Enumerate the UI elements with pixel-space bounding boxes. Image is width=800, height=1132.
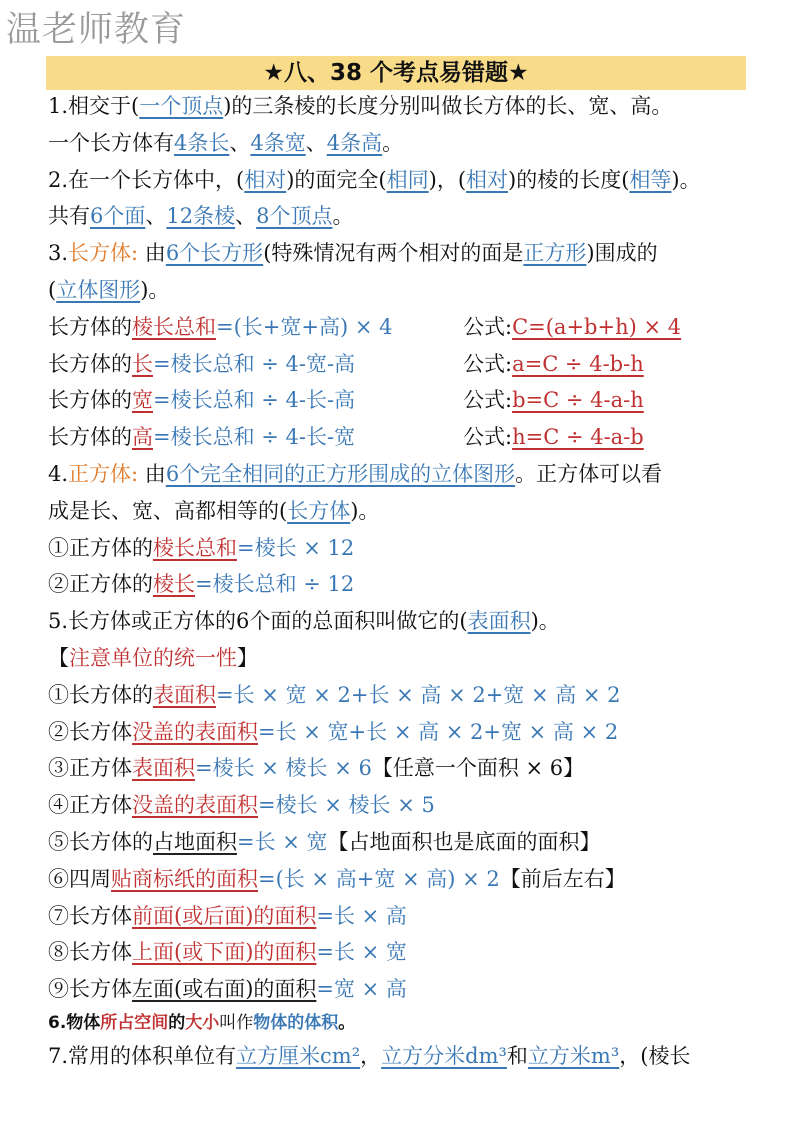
- text: ⑧长方体: [48, 940, 132, 965]
- note: 【占地面积也是底面的面积】: [327, 829, 601, 854]
- section-title: ★八、38 个考点易错题★: [46, 56, 746, 90]
- formula: =(长 × 高+宽 × 高) × 2: [258, 866, 500, 891]
- key-term: 物体的体积: [253, 1012, 339, 1033]
- formula-row: [48, 346, 768, 383]
- formula: =长 × 宽: [237, 829, 328, 854]
- text: ①长方体的: [48, 682, 153, 707]
- formula: C=(a+b+h) × 4: [512, 314, 682, 339]
- answer: 表面积: [467, 609, 531, 634]
- key-term: 高: [132, 425, 153, 450]
- text: )。: [530, 609, 560, 634]
- area-formula: [48, 861, 768, 898]
- text: )。: [140, 277, 170, 302]
- key-term: 前面(或后面)的面积: [132, 903, 317, 928]
- point-1-line-2: [48, 125, 768, 162]
- text: ⑥四周: [48, 866, 111, 891]
- area-formula: [48, 824, 768, 861]
- text: 长方体的: [48, 425, 132, 450]
- answer: 8个顶点: [256, 204, 333, 229]
- text: )。: [350, 498, 380, 523]
- text: 、: [235, 204, 257, 229]
- formula: b=C ÷ 4-a-h: [512, 388, 644, 413]
- text: 6.物体: [48, 1012, 101, 1033]
- document-body: [48, 88, 768, 1075]
- formula: =长 × 高: [316, 903, 407, 928]
- text: ②正方体的: [48, 572, 153, 597]
- answer: 相同: [386, 167, 429, 192]
- answer: 立方米m³: [527, 1043, 620, 1068]
- key-term: 没盖的表面积: [132, 719, 258, 744]
- text: )围成的: [586, 241, 658, 266]
- text: ⑨长方体: [48, 977, 132, 1002]
- text: 共有: [48, 204, 90, 229]
- text: 3.: [48, 241, 69, 266]
- formula: =长 × 宽: [316, 940, 407, 965]
- text: ①正方体的: [48, 535, 153, 560]
- text: 。: [332, 204, 354, 229]
- text: ③正方体: [48, 756, 132, 781]
- text: )的面完全(: [286, 167, 387, 192]
- answer: 一个顶点: [139, 94, 224, 118]
- answer: 相对: [244, 167, 287, 192]
- area-formula: [48, 787, 768, 824]
- text: ，: [360, 1043, 382, 1068]
- point-2-line-2: [48, 198, 768, 235]
- answer: 相等: [629, 167, 672, 192]
- key-term: 所占空间: [100, 1012, 169, 1033]
- text: 、: [305, 130, 327, 155]
- area-formula: [48, 898, 768, 935]
- formula: =棱长总和 ÷ 4-长-宽: [153, 425, 356, 450]
- key-term: 棱长总和: [132, 314, 216, 339]
- formula-label: 公式:: [463, 314, 513, 339]
- text: 【: [48, 645, 69, 670]
- term: 长方体:: [68, 241, 139, 266]
- key-term: 占地面积: [153, 829, 237, 854]
- answer: 4条宽: [250, 130, 306, 155]
- formula-label: 公式:: [463, 425, 513, 450]
- text: 、: [145, 204, 167, 229]
- formula: =长 × 宽+长 × 高 × 2+宽 × 高 × 2: [258, 719, 619, 744]
- text: )的三条棱的长度分别叫做长方体的长、宽、高。: [223, 94, 673, 118]
- area-formula: [48, 714, 768, 751]
- answer: 4条长: [174, 130, 230, 155]
- text: 的: [168, 1012, 186, 1033]
- text: )，(: [428, 167, 467, 192]
- text: 2.在一个长方体中，(: [48, 167, 245, 192]
- text: 4.: [48, 461, 69, 486]
- formula: =棱长 × 12: [237, 535, 355, 560]
- text: 由: [138, 461, 166, 486]
- point-3-line-2: [48, 272, 768, 309]
- cube-formula: [48, 566, 768, 603]
- text: (: [48, 277, 57, 302]
- formula: h=C ÷ 4-a-b: [512, 425, 644, 450]
- text: 一个长方体有: [48, 130, 174, 155]
- formula: =棱长总和 ÷ 4-长-高: [153, 388, 356, 413]
- cube-formula: [48, 530, 768, 567]
- area-formula: [48, 677, 768, 714]
- text: ②长方体: [48, 719, 132, 744]
- formula: =棱长 × 棱长 × 5: [258, 793, 435, 818]
- text: 1.相交于(: [48, 94, 140, 118]
- text: 、: [229, 130, 251, 155]
- answer: 6个长方形: [165, 241, 264, 266]
- watermark: 温老师教育: [6, 10, 187, 50]
- area-formula: [48, 934, 768, 971]
- text: 。正方体可以看: [515, 461, 663, 486]
- formula-label: 公式:: [463, 388, 513, 413]
- key-term: 没盖的表面积: [132, 793, 258, 818]
- key-term: 棱长总和: [153, 535, 237, 560]
- answer: 相对: [466, 167, 509, 192]
- formula-row: [48, 419, 768, 456]
- text: 长方体的: [48, 314, 132, 339]
- text: 长方体的: [48, 388, 132, 413]
- formula: =棱长总和 ÷ 4-宽-高: [153, 351, 356, 376]
- point-3-line-1: [48, 235, 768, 272]
- term: 正方体:: [68, 461, 139, 486]
- answer: 长方体: [287, 498, 351, 523]
- key-term: 上面(或下面)的面积: [132, 940, 317, 965]
- point-4-line-2: [48, 493, 768, 530]
- formula: =棱长总和 ÷ 12: [195, 572, 355, 597]
- point-5: [48, 603, 768, 640]
- unit-note: [48, 640, 768, 677]
- key-term: 表面积: [132, 756, 195, 781]
- note: 【任意一个面积 × 6】: [371, 756, 585, 781]
- text: (特殊情况有两个相对的面是: [263, 241, 524, 266]
- formula-row: [48, 382, 768, 419]
- formula: =宽 × 高: [316, 977, 407, 1002]
- point-4-line-1: [48, 456, 768, 493]
- formula-label: 公式:: [463, 351, 513, 376]
- text: 和: [506, 1043, 528, 1068]
- key-term: 宽: [132, 388, 153, 413]
- text: )。: [671, 167, 701, 192]
- key-term: 大小: [185, 1012, 220, 1033]
- text: 】: [237, 645, 258, 670]
- text: 5.长方体或正方体的6个面的总面积叫做它的(: [48, 609, 468, 634]
- text: 7.常用的体积单位有: [48, 1043, 237, 1068]
- text: )的棱的长度(: [508, 167, 630, 192]
- key-term: 左面(或右面)的面积: [132, 977, 317, 1002]
- answer: 正方形: [523, 241, 587, 266]
- key-term: 贴商标纸的面积: [111, 866, 258, 891]
- point-2-line-1: [48, 162, 768, 199]
- text: 。: [382, 130, 404, 155]
- point-6: [48, 1008, 768, 1038]
- formula: =长 × 宽 × 2+长 × 高 × 2+宽 × 高 × 2: [216, 682, 621, 707]
- answer: 立体图形: [56, 277, 141, 302]
- note: 【前后左右】: [499, 866, 626, 891]
- text: 成是长、宽、高都相等的(: [48, 498, 288, 523]
- key-term: 表面积: [153, 682, 216, 707]
- answer: 6个完全相同的正方形围成的立体图形: [165, 461, 516, 486]
- answer: 12条棱: [166, 204, 236, 229]
- formula: =棱长 × 棱长 × 6: [195, 756, 372, 781]
- text: 长方体的: [48, 351, 132, 376]
- text: 。: [338, 1012, 356, 1033]
- point-7: [48, 1038, 768, 1075]
- text: 由: [138, 241, 166, 266]
- answer: 6个面: [90, 204, 146, 229]
- formula: a=C ÷ 4-b-h: [512, 351, 644, 376]
- text: ，(棱长: [619, 1043, 691, 1068]
- text: ⑤长方体的: [48, 829, 153, 854]
- answer: 立方分米dm³: [381, 1043, 507, 1068]
- text: ④正方体: [48, 793, 132, 818]
- key-term: 长: [132, 351, 153, 376]
- answer: 立方厘米cm²: [236, 1043, 361, 1068]
- answer: 4条高: [326, 130, 383, 155]
- area-formula: [48, 971, 768, 1008]
- key-term: 棱长: [153, 572, 195, 597]
- area-formula: [48, 750, 768, 787]
- note: 注意单位的统一性: [69, 645, 237, 670]
- formula: =(长+宽+高) × 4: [216, 314, 393, 339]
- text: 叫作: [219, 1012, 254, 1033]
- formula-row: [48, 309, 768, 346]
- point-1-line-1: [48, 88, 768, 125]
- text: ⑦长方体: [48, 903, 132, 928]
